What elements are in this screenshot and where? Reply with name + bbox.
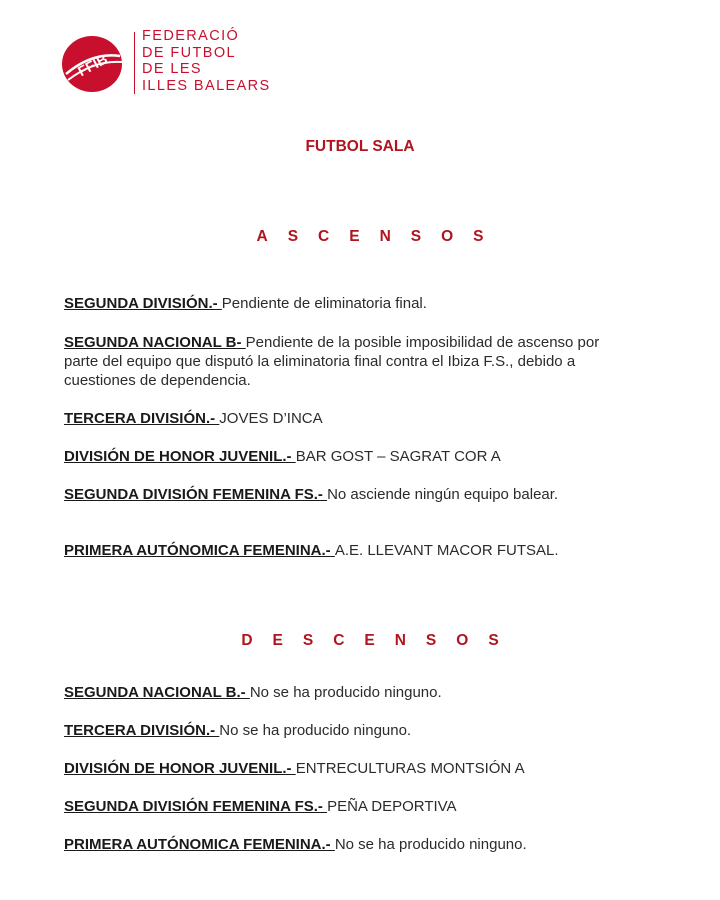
descenso-entry (64, 721, 624, 740)
page-title: FUTBOL SALA (305, 138, 415, 155)
entry-label: TERCERA DIVISIÓN.- (64, 410, 220, 427)
entry-label: TERCERA DIVISIÓN.- (64, 722, 220, 739)
descenso-entry (64, 759, 624, 778)
entry-value: PEÑA DEPORTIVA (327, 798, 457, 815)
entry-value: ENTRECULTURAS MONTSIÓN A (295, 760, 525, 777)
entry-value: No asciende ningún equipo balear. (327, 486, 559, 503)
entry-label: SEGUNDA DIVISIÓN FEMENINA FS.- (64, 486, 328, 503)
entry-value: No se ha producido ninguno. (219, 722, 412, 739)
entry-value: No se ha producido ninguno. (334, 836, 527, 853)
entry-label: SEGUNDA NACIONAL B- (64, 334, 246, 351)
entry-label: PRIMERA AUTÓNOMICA FEMENINA.- (64, 542, 335, 559)
descenso-entry (64, 797, 624, 816)
entry-label: SEGUNDA DIVISIÓN.- (64, 295, 222, 312)
entry-label: PRIMERA AUTÓNOMICA FEMENINA.- (64, 836, 335, 853)
entry-value: Pendiente de la posible imposibilidad de ascenso por parte del equipo que disputó la eliminatoria final contra el Ibiza F.S., debido a cuestiones de dependencia. (64, 334, 600, 389)
logo-text (142, 28, 271, 94)
ascenso-entry (64, 333, 624, 390)
svg-text:FFIB: FFIB (74, 50, 110, 80)
ascenso-entry (64, 409, 624, 428)
ascenso-entry (64, 447, 624, 466)
descensos-heading: DESCENSOS (241, 632, 519, 649)
entry-label: SEGUNDA NACIONAL B.- (64, 684, 250, 701)
logo-line: DE FUTBOL (142, 44, 236, 61)
logo-line: DE LES (142, 61, 202, 77)
logo-line: ILLES BALEARS (142, 77, 271, 94)
ascenso-entry (64, 485, 584, 504)
entry-value: BAR GOST – SAGRAT COR A (295, 448, 501, 465)
ascenso-entry (64, 294, 624, 313)
entry-value: JOVES D’INCA (219, 410, 323, 427)
logo-line: FEDERACIÓ (142, 28, 240, 44)
descenso-entry (64, 835, 624, 854)
logo-divider (134, 32, 135, 94)
entry-label: DIVISIÓN DE HONOR JUVENIL.- (64, 448, 296, 465)
entry-label: DIVISIÓN DE HONOR JUVENIL.- (64, 760, 296, 777)
ffib-logo (60, 30, 280, 94)
ascensos-heading: ASCENSOS (256, 228, 504, 245)
descenso-entry (64, 683, 624, 702)
entry-label: SEGUNDA DIVISIÓN FEMENINA FS.- (64, 798, 328, 815)
entry-value: Pendiente de eliminatoria final. (221, 295, 427, 312)
entry-value: No se ha producido ninguno. (249, 684, 442, 701)
ascenso-entry (64, 541, 624, 560)
ffib-logo-icon (60, 34, 124, 94)
entry-value: A.E. LLEVANT MACOR FUTSAL. (334, 542, 559, 559)
